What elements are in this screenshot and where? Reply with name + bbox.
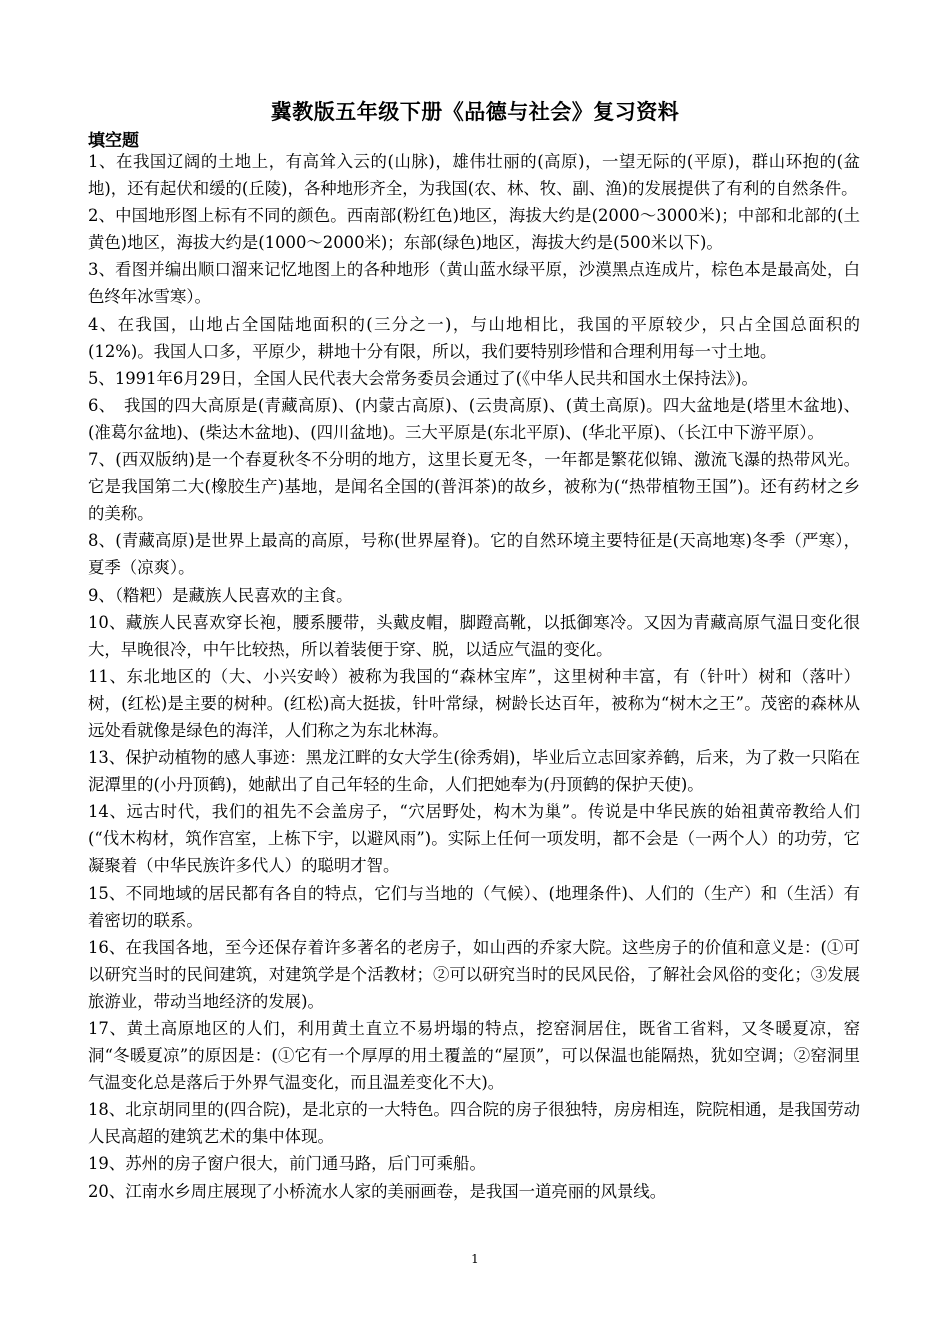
list-item: 10、藏族人民喜欢穿长袍，腰系腰带，头戴皮帽，脚蹬高靴，以抵御寒冷。又因为青藏高原气温日变化很大，早晚很冷，中午比较热，所以着装便于穿、脱，以适应气温的变化。: [88, 612, 860, 659]
list-item: 3、看图并编出顺口溜来记忆地图上的各种地形（黄山蓝水绿平原，沙漠黑点连成片，棕色本是最高处，白色终年冰雪寒）。: [88, 260, 860, 307]
list-item: 2、中国地形图上标有不同的颜色。西南部(粉红色)地区，海拔大约是(2000～3000米)；中部和北部的(土黄色)地区，海拔大约是(1000～2000米)；东部(绿色)地区，海拔大约是(500米以下)。: [88, 206, 860, 253]
list-item: 8、(青藏高原)是世界上最高的高原，号称(世界屋脊)。它的自然环境主要特征是(天高地寒)冬季（严寒），夏季（凉爽）。: [88, 531, 860, 578]
list-item: 6、 我国的四大高原是(青藏高原)、(内蒙古高原)、(云贵高原)、(黄土高原)。四大盆地是(塔里木盆地)、(准葛尔盆地)、(柴达木盆地)、(四川盆地)。三大平原是(东北平原)、(华北平原)、（长江中下游平原）。: [88, 395, 860, 442]
list-item: 13、保护动植物的感人事迹：黑龙江畔的女大学生(徐秀娟)，毕业后立志回家养鹤，后来，为了救一只陷在泥潭里的(小丹顶鹤)，她献出了自己年轻的生命，人们把她奉为(丹顶鹤的保护天使)。: [88, 748, 860, 795]
list-item: 4、在我国，山地占全国陆地面积的(三分之一)，与山地相比，我国的平原较少，只占全国总面积的(12%)。我国人口多，平原少，耕地十分有限，所以，我们要特别珍惜和合理利用每一寸土地。: [88, 314, 860, 361]
list-item: 18、北京胡同里的(四合院)，是北京的一大特色。四合院的房子很独特，房房相连，院院相通，是我国劳动人民高超的建筑艺术的集中体现。: [88, 1100, 860, 1147]
section-heading: 填空题: [88, 131, 139, 151]
document-title: 冀教版五年级下册《品德与社会》复习资料: [270, 99, 680, 124]
page-number: 1: [471, 1252, 479, 1266]
list-item: 14、远古时代，我们的祖先不会盖房子，“穴居野处，构木为巢”。传说是中华民族的始祖黄帝教给人们(“伐木构材，筑作宫室，上栋下宇，以避风雨”)。实际上任何一项发明，都不会是（一两个人）的功劳，它凝聚着（中华民族许多代人）的聪明才智。: [88, 802, 860, 876]
list-item: 9、（糌粑）是藏族人民喜欢的主食。: [88, 585, 353, 605]
list-item: 16、在我国各地，至今还保存着许多著名的老房子，如山西的乔家大院。这些房子的价值和意义是：(①可以研究当时的民间建筑，对建筑学是个活教材；②可以研究当时的民风民俗，了解社会风俗的变化；③发展旅游业，带动当地经济的发展)。: [88, 937, 860, 1011]
list-item: 17、黄土高原地区的人们，利用黄土直立不易坍塌的特点，挖窑洞居住，既省工省料，又冬暖夏凉，窑洞“冬暖夏凉”的原因是：(①它有一个厚厚的用土覆盖的“屋顶”，可以保温也能隔热，犹如空调；②窑洞里气温变化总是落后于外界气温变化，而且温差变化不大)。: [88, 1019, 860, 1093]
question-list: [88, 148, 860, 1205]
list-item: 5、1991年6月29日，全国人民代表大会常务委员会通过了(《中华人民共和国水土保持法》)。: [88, 368, 758, 388]
list-item: 11、东北地区的（大、小兴安岭）被称为我国的“森林宝库”，这里树种丰富，有（针叶）树和（落叶）树，(红松)是主要的树种。(红松)高大挺拔，针叶常绿，树龄长达百年，被称为“树木之王”。茂密的森林从远处看就像是绿色的海洋，人们称之为东北林海。: [88, 666, 860, 740]
list-item: 15、不同地域的居民都有各自的特点，它们与当地的（气候）、(地理条件)、人们的（生产）和（生活）有着密切的联系。: [88, 883, 860, 930]
list-item: 7、(西双版纳)是一个春夏秋冬不分明的地方，这里长夏无冬，一年都是繁花似锦、激流飞瀑的热带风光。它是我国第二大(橡胶生产)基地，是闻名全国的(普洱茶)的故乡，被称为(“热带植物王国”)。还有药材之乡的美称。: [88, 450, 860, 524]
list-item: 1、在我国辽阔的土地上，有高耸入云的(山脉)，雄伟壮丽的(高原)，一望无际的(平原)，群山环抱的(盆地)，还有起伏和缓的(丘陵)，各种地形齐全，为我国(农、林、牧、副、渔)的发展提供了有利的自然条件。: [88, 152, 860, 199]
list-item: 19、苏州的房子窗户很大，前门通马路，后门可乘船。: [88, 1154, 486, 1174]
list-item: 20、江南水乡周庄展现了小桥流水人家的美丽画卷，是我国一道亮丽的风景线。: [88, 1181, 667, 1201]
